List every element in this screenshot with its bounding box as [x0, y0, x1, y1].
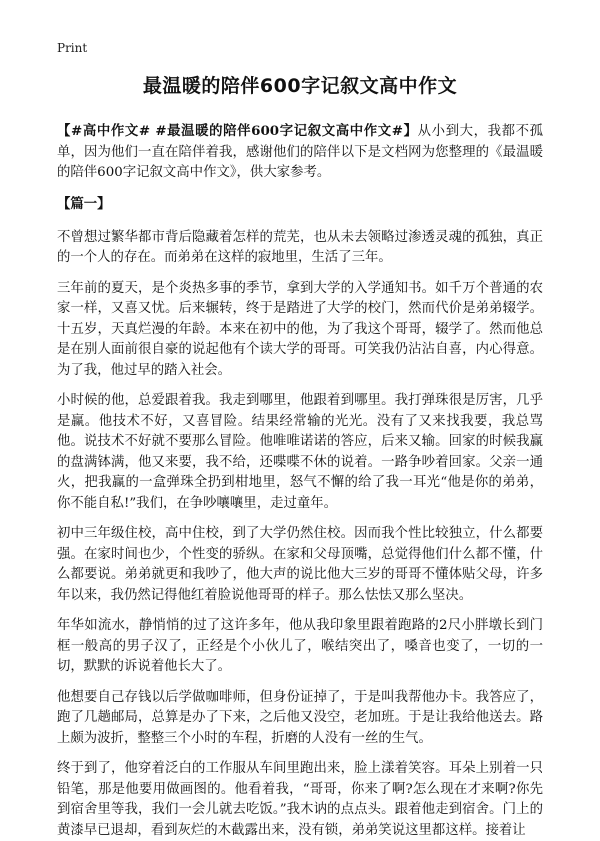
print-link[interactable]: Print	[57, 41, 88, 55]
body-paragraph-2: 三年前的夏天，是个炎热多事的季节，拿到大学的入学通知书。如千万个普通的农家一样，又喜又忧。后来辗转，终于是踏进了大学的校门，然而代价是弟弟辍学。十五岁，天真烂漫的年龄。本来在初中的他，为了我这个哥哥，辍学了。然而他总是在别人面前很自豪的说起他有个读大学的哥哥。可笑我仍沾沾自喜，内心得意。为了我，他过早的踏入社会。	[57, 280, 543, 378]
body-paragraph-5: 年华如流水，静悄悄的过了这许多年，他从我印象里跟着跑路的2尺小胖墩长到门框一般高的男子汉了，正经是个小伙儿了，喉结突出了，嗓音也变了，一切的一切，默默的诉说着他长大了。	[57, 618, 543, 674]
intro-text: 从小到大，我都不孤单，因为他们一直在陪伴着我，感谢他们的陪伴以下是文档网为您整理的《最温暖的陪伴600字记叙文高中作文》，供大家参考。	[57, 124, 543, 180]
body-paragraph-6: 他想要自己存钱以后学做咖啡师，但身份证掉了，于是叫我帮他办卡。我答应了，跑了几趟邮局，总算是办了下来，之后他又没空，老加班。于是让我给他送去。路上颇为波折，整整三个小时的车程，折磨的人没有一丝的生气。	[57, 689, 543, 746]
body-paragraph-3: 小时候的他，总爱跟着我。我走到哪里，他跟着到哪里。我打弹珠很是厉害，几乎是赢。他技术不好，又喜冒险。结果经常输的光光。没有了又来找我要，我总骂他。说技术不好就不要那么冒险。他唯唯诺诺的答应，后来又输。回家的时候我赢的盘满钵满，他又来要，我不给，还喋喋不休的说着。一路争吵着回家。父亲一通火，把我赢的一盒弹珠全扔到柑地里，怒气不懈的给了我一耳光“他是你的弟弟，你不能自私!”我们，在争吵嚷嚷里，走过童年。	[57, 393, 543, 511]
body-paragraph-7: 终于到了，他穿着泛白的工作服从车间里跑出来，脸上漾着笑容。耳朵上别着一只铅笔，那是他要用做画图的。他看着我，“哥哥，你来了啊?怎么现在才来啊?你先到宿舍里等我，我们一会儿就去吃饭。”我木讷的点点头。跟着他走到宿舍。门上的黄漆早已退却，看到灰烂的木截露出来，没有锁，弟弟笑说这里都这样。接着让	[57, 761, 543, 838]
intro-tag: 【#高中作文# #最温暖的陪伴600字记叙文高中作文#】	[57, 123, 418, 139]
intro-paragraph	[57, 121, 543, 184]
body-paragraph-4: 初中三年级住校，高中住校，到了大学仍然住校。因而我个性比较独立，什么都要强。在家时间也少，个性变的骄纵。在家和父母顶嘴，总觉得他们什么都不懂，什么都要说。弟弟就更和我吵了，他大声的说比他大三岁的哥哥不懂体贴父母，许多年以来，我仍然记得他红着脸说他哥哥的样子。那么怯怯又那么坚决。	[57, 526, 543, 603]
section-heading: 【篇一】	[57, 195, 111, 212]
body-paragraph-1: 不曾想过繁华都市背后隐藏着怎样的荒芜，也从未去领略过渗透灵魂的孤独，真正的一个人的存在。而弟弟在这样的寂地里，生活了三年。	[57, 229, 543, 265]
document-title: 最温暖的陪伴600字记叙文高中作文	[142, 75, 458, 97]
